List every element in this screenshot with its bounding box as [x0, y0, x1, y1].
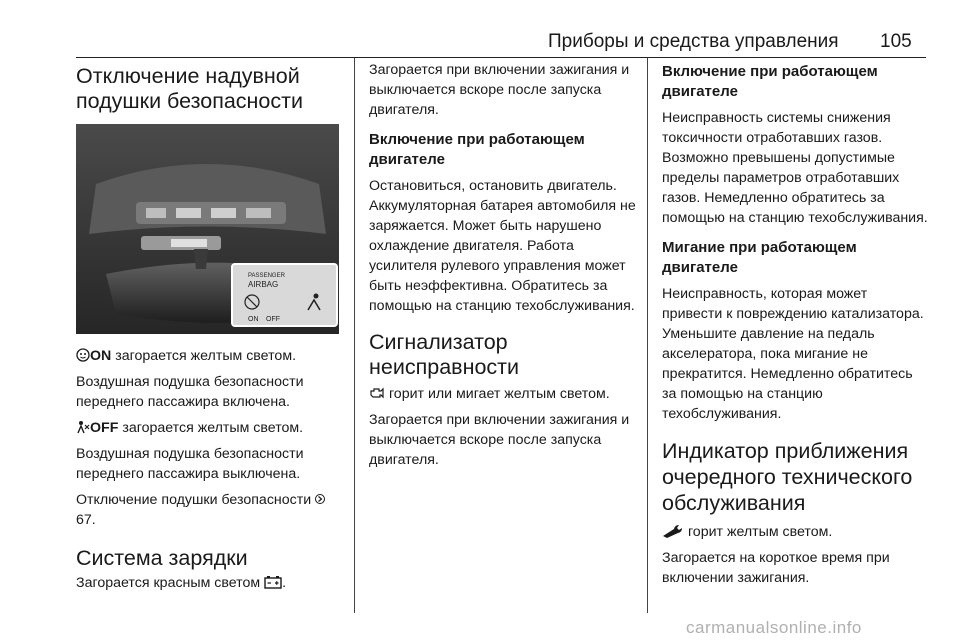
service-indicator-text: горит желтым светом. [684, 524, 833, 540]
malfunction-indicator-text: горит или мигает желтым светом. [385, 386, 610, 402]
airbag-off-paragraph [76, 418, 338, 438]
column-2 [369, 64, 637, 470]
section-heading-service-indicator: Индикатор приближения очередного технического обслуживания [662, 439, 913, 515]
watermark-text: carmanualsonline.info [686, 618, 862, 637]
service-indicator-paragraph [662, 522, 928, 542]
malfunction-running-engine-text: Неисправность системы снижения токсичности отработавших газов. Возможно превышены допустимые пределы параметров отработавших газов. Немедленно обратитесь за помощью на станцию техобслуживания. [662, 110, 928, 226]
airbag-on-paragraph [76, 346, 338, 366]
service-indicator-behaviour: Загорается на короткое время при включении зажигания. [662, 550, 890, 586]
airbag-panel-photo [76, 124, 339, 334]
section-heading-malfunction-indicator: Сигнализатор неисправности [369, 330, 520, 379]
page-header-title: Приборы и средства управления [548, 31, 839, 52]
airbag-reference-paragraph [76, 490, 338, 530]
airbag-on-description: Воздушная подушка безопасности переднего пассажира включена. [76, 374, 304, 410]
airbag-reference-text: Отключение подушки безопасности [76, 492, 316, 508]
airbag-reference-page: 67. [76, 512, 96, 528]
page-number: 105 [880, 31, 912, 52]
engine-check-icon [369, 386, 385, 400]
column-1 [76, 64, 338, 593]
malfunction-indicator-paragraph [369, 384, 637, 404]
section-heading-malfunction-running-engine: Включение при работающем двигателе [662, 63, 878, 100]
header-rule [76, 57, 926, 58]
malfunction-indicator-behaviour: Загорается при включении зажигания и выключается вскоре после запуска двигателя. [369, 412, 630, 468]
charging-running-engine-text: Остановиться, остановить двигатель. Аккумуляторная батарея автомобиля не заряжается. Может быть нарушено охлаждение двигателя. Работа усилителя рулевого управления может быть неэффективна. Обратитесь за помощью на станцию техобслуживания. [369, 178, 636, 314]
airbag-on-icon [76, 348, 90, 362]
page-reference-arrow-icon [315, 492, 325, 506]
section-heading-flashing-running-engine: Мигание при работающем двигателе [662, 239, 857, 276]
section-heading-airbag-deactivation: Отключение надувной подушки безопасности [76, 64, 303, 113]
section-heading-charging-running-engine: Включение при работающем двигателе [369, 131, 585, 168]
wrench-icon [662, 524, 684, 538]
airbag-on-text: загорается желтым светом. [111, 348, 297, 364]
charging-system-paragraph: Загорается красным светом . [76, 575, 287, 591]
airbag-off-description: Воздушная подушка безопасности переднего пассажира выключена. [76, 446, 304, 482]
airbag-on-label: ON [90, 348, 112, 364]
battery-icon [264, 575, 282, 589]
column-divider-2 [647, 58, 648, 613]
airbag-off-icon [76, 420, 90, 434]
panel-label-airbag: AIRBAG [248, 280, 279, 289]
panel-label-passenger: PASSENGER [248, 273, 285, 279]
flashing-running-engine-text: Неисправность, которая может привести к повреждению катализатора. Уменьшите давление на педаль акселератора, пока мигание не прекратится. Немедленно обратитесь за помощью на станцию техобслуживания. [662, 286, 924, 422]
column-3 [662, 64, 928, 588]
section-heading-charging-system: Система зарядки [76, 546, 248, 570]
panel-on-label: ON [248, 316, 259, 323]
overhead-console-illustration [76, 124, 339, 334]
airbag-off-label: OFF [90, 420, 119, 436]
charging-system-text: Загорается красным светом [76, 575, 265, 591]
airbag-off-text: загорается желтым светом. [118, 420, 304, 436]
column-divider-1 [354, 58, 355, 613]
charging-light-behaviour: Загорается при включении зажигания и выключается вскоре после запуска двигателя. [369, 62, 630, 118]
panel-off-label: OFF [266, 316, 280, 323]
